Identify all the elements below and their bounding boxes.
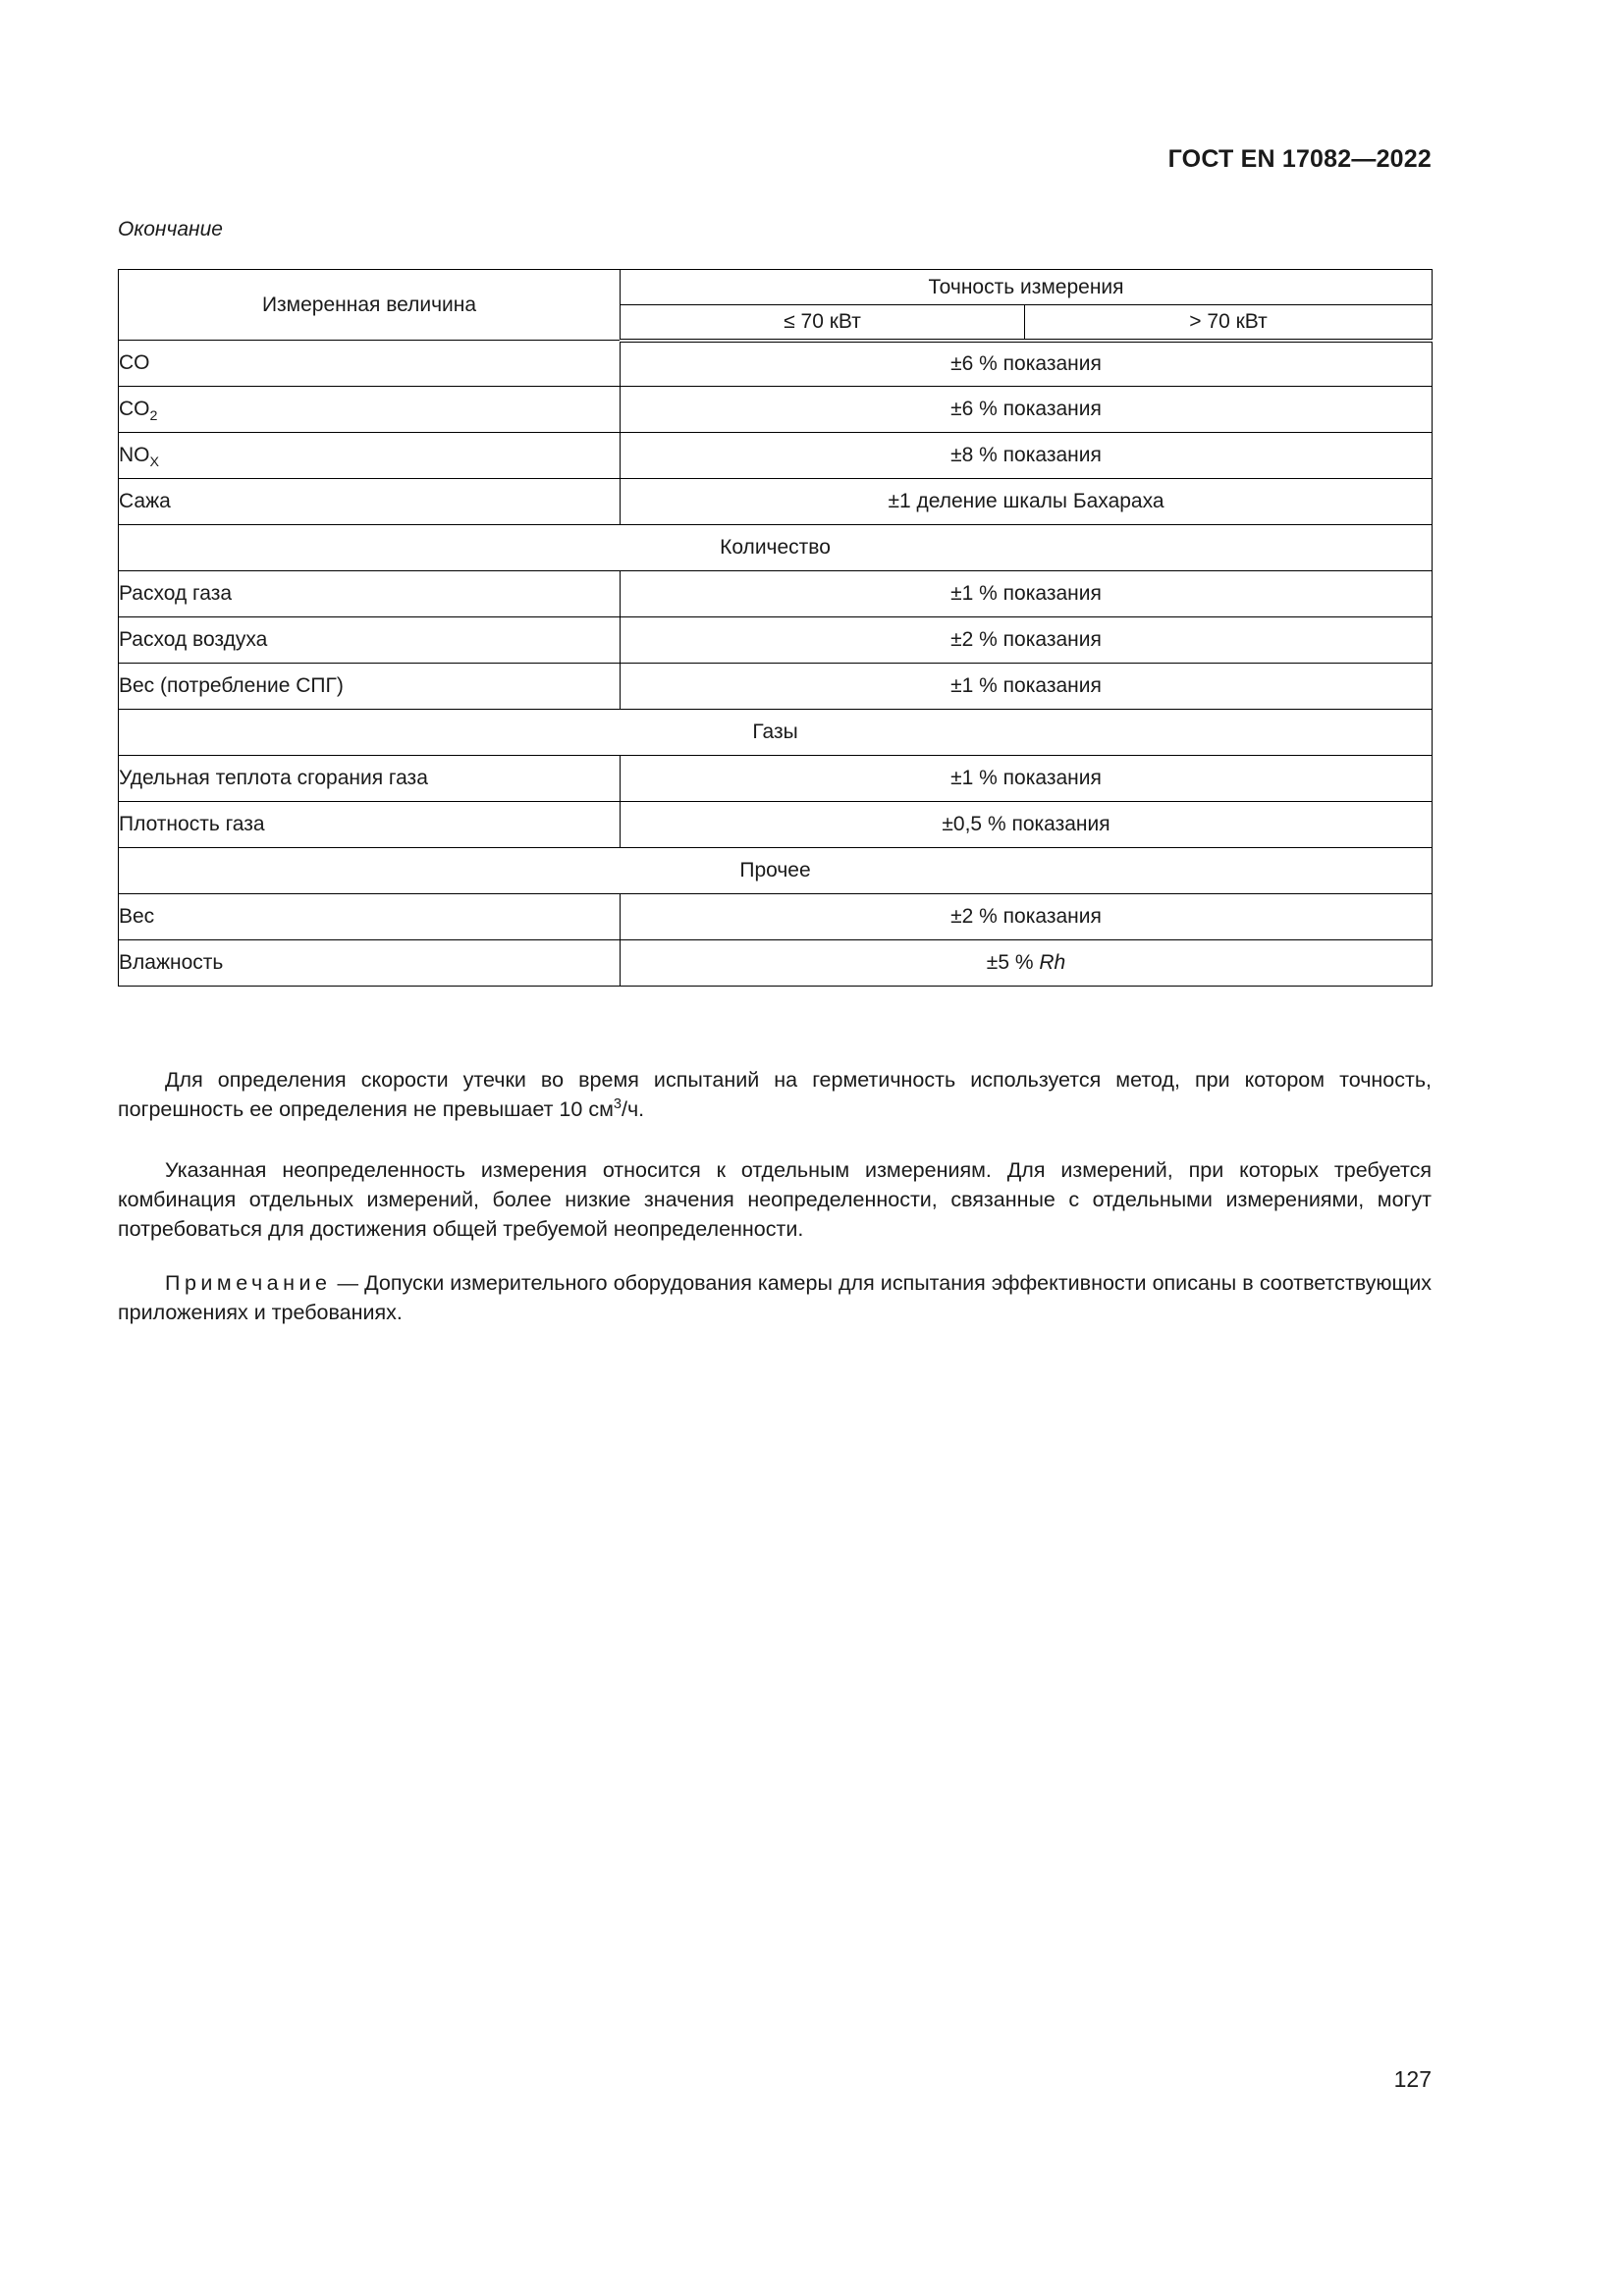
table-row [119,756,1433,802]
table-cell-accuracy-value: ±1 деление шкалы Бахараха [621,479,1433,525]
table-header-row-top [119,270,1433,305]
table-row [119,802,1433,848]
table-row [119,433,1433,479]
cubic-centimetre-exponent: 3 [613,1095,622,1112]
table-head [119,270,1433,341]
table-cell-accuracy-value: ±5 % Rh [621,940,1433,987]
note-dash: — [331,1271,365,1295]
running-header-standard-title: ГОСТ EN 17082—2022 [1167,145,1432,173]
table-cell-measured-quantity: CO [119,341,621,387]
table-cell-measured-quantity: Удельная теплота сгорания газа [119,756,621,802]
chemical-formula-subscript: 2 [149,408,158,425]
table-row [119,479,1433,525]
table-cell-accuracy-value: ±0,5 % показания [621,802,1433,848]
column-header-accuracy-gt-70kw: > 70 кВт [1025,305,1433,341]
paragraph-uncertainty-text: Указанная неопределенность измерения относится к отдельным измерениям. Для измерений, при которых требуется комбинация отдельных измерений, более низкие значения неопределенности, связанные с отдельными измерениями, могут потребоваться для достижения общей требуемой неопределенности. [118,1158,1432,1241]
table-cell-accuracy-value: ±6 % показания [621,387,1433,433]
table-row [119,341,1433,387]
note-label: Примечание [165,1271,332,1295]
table-cell-accuracy-value: ±8 % показания [621,433,1433,479]
table-cell-measured-quantity: Плотность газа [119,802,621,848]
table-section-label: Газы [119,710,1433,756]
table-row [119,940,1433,987]
table-cell-measured-quantity: Вес (потребление СПГ) [119,664,621,710]
column-header-accuracy-group: Точность измерения [621,270,1433,305]
table-cell-measured-quantity: $NO_X$ [119,433,621,479]
paragraph-leak-rate-text-a: Для определения скорости утечки во время испытаний на герметичность используется метод, при котором точность, погрешность ее определения не превышает 10 см [118,1068,1432,1121]
table-cell-measured-quantity: Расход воздуха [119,617,621,664]
table-row [119,664,1433,710]
table-cell-accuracy-value: ±1 % показания [621,756,1433,802]
page-number: 127 [1393,2066,1432,2092]
table-row [119,617,1433,664]
relative-humidity-symbol: Rh [1039,951,1066,974]
table-cell-accuracy-value: ±6 % показания [621,341,1433,387]
table-cell-accuracy-value: ±1 % показания [621,664,1433,710]
table-row [119,387,1433,433]
table-cell-measured-quantity: Влажность [119,940,621,987]
measurement-accuracy-table [118,269,1433,987]
column-header-accuracy-le-70kw: ≤ 70 кВт [621,305,1025,341]
table-cell-accuracy-value: ±1 % показания [621,571,1433,617]
table-section-row [119,710,1433,756]
table-cell-measured-quantity: $CO_2$ [119,387,621,433]
table-cell-measured-quantity: Сажа [119,479,621,525]
table-row [119,571,1433,617]
chemical-formula-subscript: X [149,454,160,471]
table-section-row [119,848,1433,894]
paragraph-leak-rate [118,1065,1432,1124]
paragraph-uncertainty [118,1155,1432,1244]
paragraph-leak-rate-text-b: /ч. [622,1097,645,1121]
table-row [119,894,1433,940]
table-section-label: Количество [119,525,1433,571]
table-continuation-caption: Окончание [118,218,223,240]
table-section-row [119,525,1433,571]
note-text: Допуски измерительного оборудования камеры для испытания эффективности описаны в соответствующих приложениях и требованиях. [118,1271,1432,1324]
table-cell-accuracy-value: ±2 % показания [621,894,1433,940]
table-cell-measured-quantity: Расход газа [119,571,621,617]
column-header-measured-quantity: Измеренная величина [119,270,621,341]
table-body [119,341,1433,987]
table-section-label: Прочее [119,848,1433,894]
table-cell-accuracy-value: ±2 % показания [621,617,1433,664]
paragraph-note [118,1268,1432,1327]
table-cell-measured-quantity: Вес [119,894,621,940]
